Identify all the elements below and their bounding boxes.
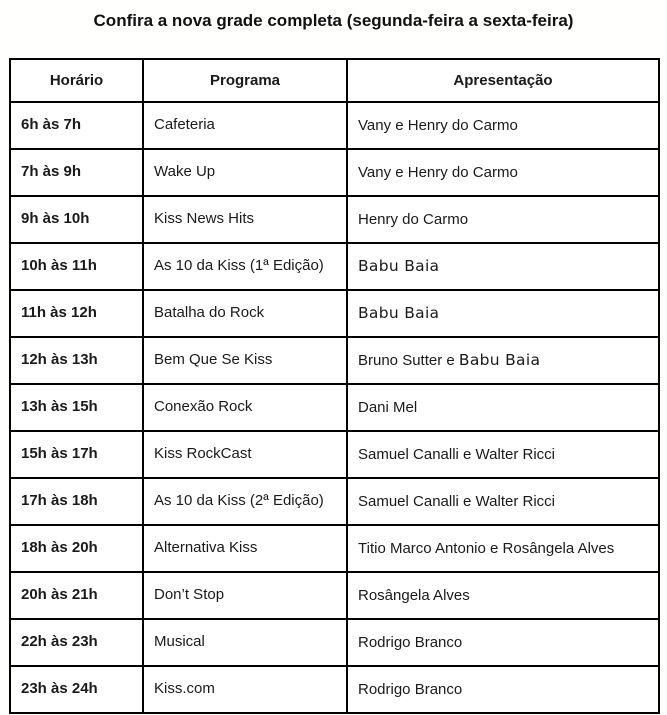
schedule-table bbox=[9, 58, 660, 714]
time-label: 22h às 23h bbox=[21, 633, 98, 650]
presenter-cell bbox=[347, 290, 659, 337]
schedule-row bbox=[10, 666, 659, 713]
time-cell bbox=[10, 619, 143, 666]
time-label: 11h às 12h bbox=[21, 304, 97, 321]
presenter-cell bbox=[347, 431, 659, 478]
program-cell bbox=[143, 149, 347, 196]
program-cell bbox=[143, 572, 347, 619]
program-cell bbox=[143, 525, 347, 572]
presenter-name: Vany e Henry do Carmo bbox=[358, 163, 518, 181]
time-label: 10h às 11h bbox=[21, 257, 97, 274]
program-label: Batalha do Rock bbox=[154, 304, 265, 321]
time-label: 9h às 10h bbox=[21, 210, 90, 227]
presenter-name: Bruno Sutter e bbox=[358, 351, 459, 369]
time-label: 15h às 17h bbox=[21, 445, 98, 462]
time-label: 17h às 18h bbox=[21, 492, 98, 509]
time-label: 7h às 9h bbox=[21, 163, 82, 180]
presenter-cell bbox=[347, 384, 659, 431]
presenter-cell bbox=[347, 196, 659, 243]
time-label: 6h às 7h bbox=[21, 116, 82, 133]
time-label: 18h às 20h bbox=[21, 539, 98, 556]
presenter-name: Rodrigo Branco bbox=[358, 633, 463, 651]
presenter-name: Dani Mel bbox=[358, 398, 418, 416]
presenter-name-alt: Babu Baia bbox=[358, 256, 440, 275]
program-cell bbox=[143, 102, 347, 149]
program-label: Bem Que Se Kiss bbox=[154, 351, 273, 368]
page-title: Confira a nova grade completa (segunda-feira a sexta-feira) bbox=[93, 11, 574, 30]
presenter-name-alt: Babu Baia bbox=[358, 303, 440, 322]
schedule-row bbox=[10, 196, 659, 243]
schedule-row bbox=[10, 525, 659, 572]
schedule-row bbox=[10, 243, 659, 290]
time-cell bbox=[10, 196, 143, 243]
presenter-name: Rosângela Alves bbox=[358, 586, 470, 604]
presenter-name: Samuel Canalli e Walter Ricci bbox=[358, 445, 556, 463]
time-label: 20h às 21h bbox=[21, 586, 98, 603]
program-cell bbox=[143, 478, 347, 525]
schedule-row bbox=[10, 290, 659, 337]
time-label: 13h às 15h bbox=[21, 398, 98, 415]
presenter-name: Titio Marco Antonio e Rosângela Alves bbox=[358, 539, 615, 557]
program-label: Kiss.com bbox=[154, 680, 215, 697]
schedule-row bbox=[10, 337, 659, 384]
presenter-cell bbox=[347, 525, 659, 572]
program-cell bbox=[143, 290, 347, 337]
program-cell bbox=[143, 431, 347, 478]
schedule-row bbox=[10, 149, 659, 196]
schedule-row bbox=[10, 102, 659, 149]
program-label: Kiss RockCast bbox=[154, 445, 252, 462]
time-cell bbox=[10, 572, 143, 619]
time-label: 23h às 24h bbox=[21, 680, 98, 697]
time-cell bbox=[10, 102, 143, 149]
program-cell bbox=[143, 384, 347, 431]
presenter-cell bbox=[347, 572, 659, 619]
schedule-row bbox=[10, 619, 659, 666]
program-label: As 10 da Kiss (2ª Edição) bbox=[154, 492, 324, 509]
time-cell bbox=[10, 384, 143, 431]
time-cell bbox=[10, 431, 143, 478]
program-label: Alternativa Kiss bbox=[154, 539, 258, 556]
program-label: Wake Up bbox=[154, 163, 216, 180]
time-cell bbox=[10, 149, 143, 196]
schedule-row bbox=[10, 572, 659, 619]
presenter-cell bbox=[347, 337, 659, 384]
schedule-row bbox=[10, 431, 659, 478]
program-label: Cafeteria bbox=[154, 116, 215, 133]
program-label: Conexão Rock bbox=[154, 398, 253, 415]
presenter-cell bbox=[347, 243, 659, 290]
column-header-apresentacao: Apresentação bbox=[347, 59, 659, 102]
presenter-name: Rodrigo Branco bbox=[358, 680, 463, 698]
program-cell bbox=[143, 243, 347, 290]
program-cell bbox=[143, 337, 347, 384]
program-label: As 10 da Kiss (1ª Edição) bbox=[154, 257, 324, 274]
schedule-row bbox=[10, 384, 659, 431]
time-cell bbox=[10, 478, 143, 525]
time-cell bbox=[10, 290, 143, 337]
program-cell bbox=[143, 196, 347, 243]
program-label: Kiss News Hits bbox=[154, 210, 255, 227]
program-cell bbox=[143, 666, 347, 713]
schedule-row bbox=[10, 478, 659, 525]
presenter-name: Samuel Canalli e Walter Ricci bbox=[358, 492, 556, 510]
header-row bbox=[10, 59, 659, 102]
column-header-programa: Programa bbox=[143, 59, 347, 102]
presenter-cell bbox=[347, 149, 659, 196]
program-label: Musical bbox=[154, 633, 205, 650]
presenter-cell bbox=[347, 102, 659, 149]
time-cell bbox=[10, 243, 143, 290]
presenter-name: Henry do Carmo bbox=[358, 210, 469, 228]
presenter-name-alt: Babu Baia bbox=[458, 350, 541, 369]
presenter-cell bbox=[347, 666, 659, 713]
program-cell bbox=[143, 619, 347, 666]
presenter-cell bbox=[347, 478, 659, 525]
time-cell bbox=[10, 337, 143, 384]
column-header-horario: Horário bbox=[10, 59, 143, 102]
time-label: 12h às 13h bbox=[21, 351, 98, 368]
time-cell bbox=[10, 525, 143, 572]
presenter-cell bbox=[347, 619, 659, 666]
presenter-name: Vany e Henry do Carmo bbox=[358, 116, 518, 134]
time-cell bbox=[10, 666, 143, 713]
program-label: Don’t Stop bbox=[154, 586, 225, 603]
